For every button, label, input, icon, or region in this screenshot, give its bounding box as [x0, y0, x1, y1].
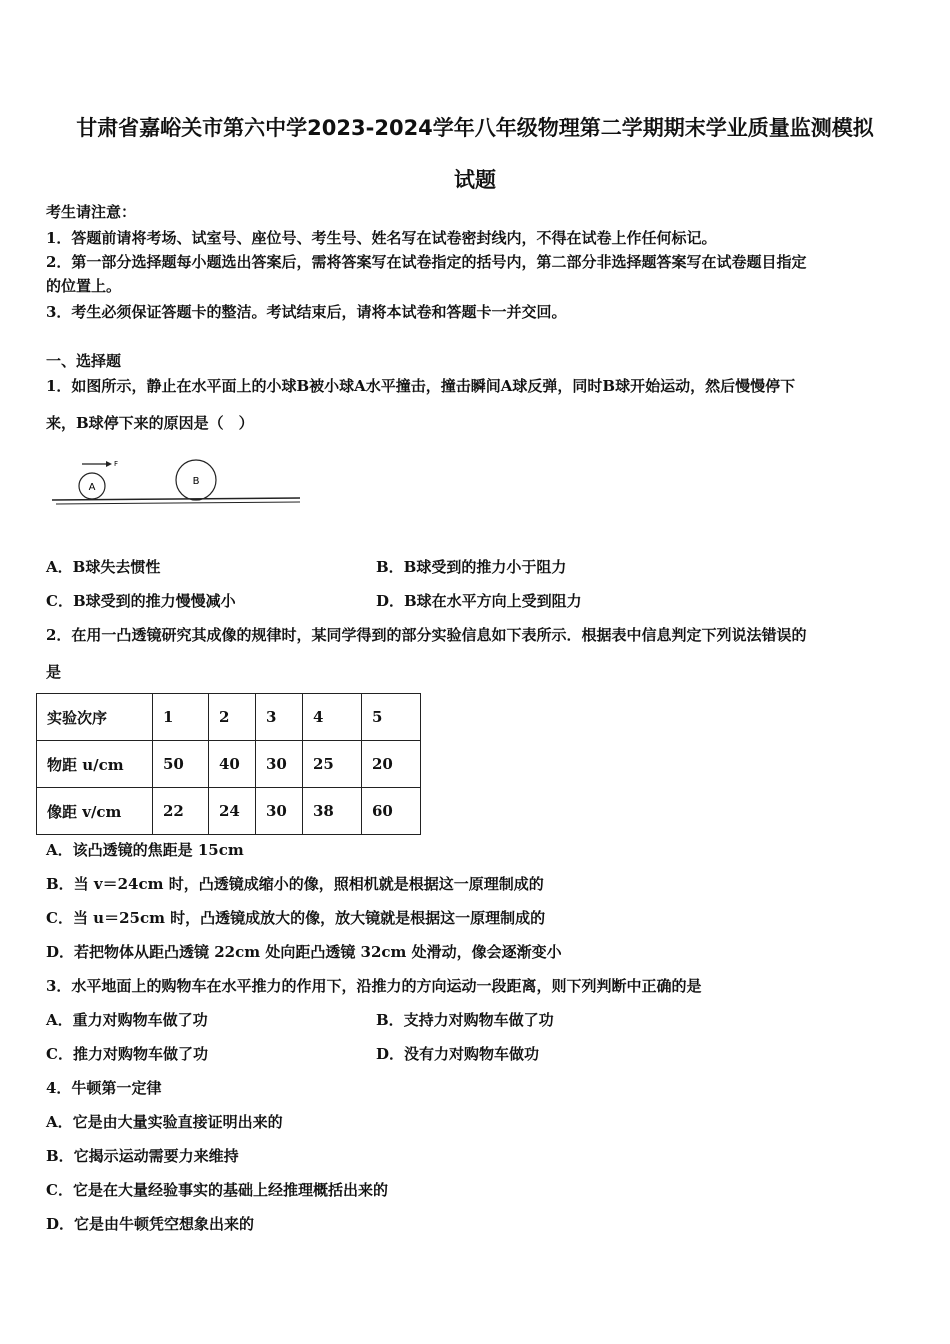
- notice-item-1: 1．答题前请将考场、试室号、座位号、考生号、姓名写在试卷密封线内，不得在试卷上作任何标记。: [46, 229, 717, 247]
- q4-option-b: B．它揭示运动需要力来维持: [46, 1147, 239, 1165]
- table-cell: 38: [303, 788, 362, 835]
- table-cell: 50: [153, 741, 209, 788]
- table-cell: 20: [362, 741, 421, 788]
- q2-option-b: B．当 v＝24cm 时，凸透镜成缩小的像，照相机就是根据这一原理制成的: [46, 875, 544, 893]
- notice-item-2: 2．第一部分选择题每小题选出答案后，需将答案写在试卷指定的括号内，第二部分非选择题答案写在试卷题目指定: [46, 253, 807, 271]
- table-cell: 像距 v/cm: [37, 788, 153, 835]
- q4-stem: 4．牛顿第一定律: [46, 1079, 162, 1097]
- force-label: F: [114, 460, 119, 468]
- table-cell: 25: [303, 741, 362, 788]
- table-cell: 24: [209, 788, 256, 835]
- q1-option-b: B．B球受到的推力小于阻力: [376, 558, 567, 576]
- section-heading: 一、选择题: [46, 352, 122, 370]
- table-cell: 5: [362, 694, 421, 741]
- table-row: [37, 788, 421, 835]
- q1-stem-line-2: 来，B球停下来的原因是（ ）: [46, 414, 254, 432]
- table-cell: 物距 u/cm: [37, 741, 153, 788]
- q2-stem-line-2: 是: [46, 663, 62, 681]
- ball-b-label: B: [192, 476, 200, 487]
- force-arrow-head: [106, 461, 112, 467]
- table-cell: 22: [153, 788, 209, 835]
- q2-option-a: A．该凸透镜的焦距是 15cm: [46, 841, 244, 859]
- table-cell: 40: [209, 741, 256, 788]
- notice-item-3: 3．考生必须保证答题卡的整洁。考试结束后，请将本试卷和答题卡一并交回。: [46, 303, 567, 321]
- table-cell: 4: [303, 694, 362, 741]
- notice-heading: 考生请注意：: [46, 203, 137, 221]
- table-cell: 2: [209, 694, 256, 741]
- table-row: [37, 741, 421, 788]
- exam-title-line-2: 试题: [454, 168, 496, 192]
- table-row: [37, 694, 421, 741]
- q1-stem-line-1: 1．如图所示，静止在水平面上的小球B被小球A水平撞击，撞击瞬间A球反弹，同时B球开始运动，然后慢慢停下: [46, 377, 796, 395]
- q4-option-c: C．它是在大量经验事实的基础上经推理概括出来的: [46, 1181, 388, 1199]
- table-cell: 60: [362, 788, 421, 835]
- q4-option-d: D．它是由牛顿凭空想象出来的: [46, 1215, 255, 1233]
- q4-option-a: A．它是由大量实验直接证明出来的: [46, 1113, 283, 1131]
- q1-option-c: C．B球受到的推力慢慢减小: [46, 592, 236, 610]
- ball-a-label: A: [88, 482, 96, 493]
- table-cell: 1: [153, 694, 209, 741]
- q2-option-d: D．若把物体从距凸透镜 22cm 处向距凸透镜 32cm 处滑动，像会逐渐变小: [46, 943, 562, 961]
- q3-option-d: D．没有力对购物车做功: [376, 1045, 540, 1063]
- table-cell: 30: [256, 741, 303, 788]
- q2-stem-line-1: 2．在用一凸透镜研究其成像的规律时，某同学得到的部分实验信息如下表所示．根据表中信息判定下列说法错误的: [46, 626, 807, 644]
- q3-option-a: A．重力对购物车做了功: [46, 1011, 208, 1029]
- exam-title-line-1: 甘肃省嘉峪关市第六中学2023-2024学年八年级物理第二学期期末学业质量监测模拟: [76, 116, 874, 140]
- table-cell: 实验次序: [37, 694, 153, 741]
- table-cell: 3: [256, 694, 303, 741]
- notice-item-2-cont: 的位置上。: [46, 277, 122, 295]
- q1-figure: [50, 452, 310, 512]
- q3-option-b: B．支持力对购物车做了功: [376, 1011, 554, 1029]
- q1-option-d: D．B球在水平方向上受到阻力: [376, 592, 582, 610]
- ground-line-shadow: [56, 502, 300, 504]
- q3-stem: 3．水平地面上的购物车在水平推力的作用下，沿推力的方向运动一段距离，则下列判断中正确的是: [46, 977, 702, 995]
- q2-option-c: C．当 u＝25cm 时，凸透镜成放大的像，放大镜就是根据这一原理制成的: [46, 909, 546, 927]
- q3-option-c: C．推力对购物车做了功: [46, 1045, 208, 1063]
- q1-option-a: A．B球失去惯性: [46, 558, 161, 576]
- table-cell: 30: [256, 788, 303, 835]
- q2-data-table: [36, 693, 421, 835]
